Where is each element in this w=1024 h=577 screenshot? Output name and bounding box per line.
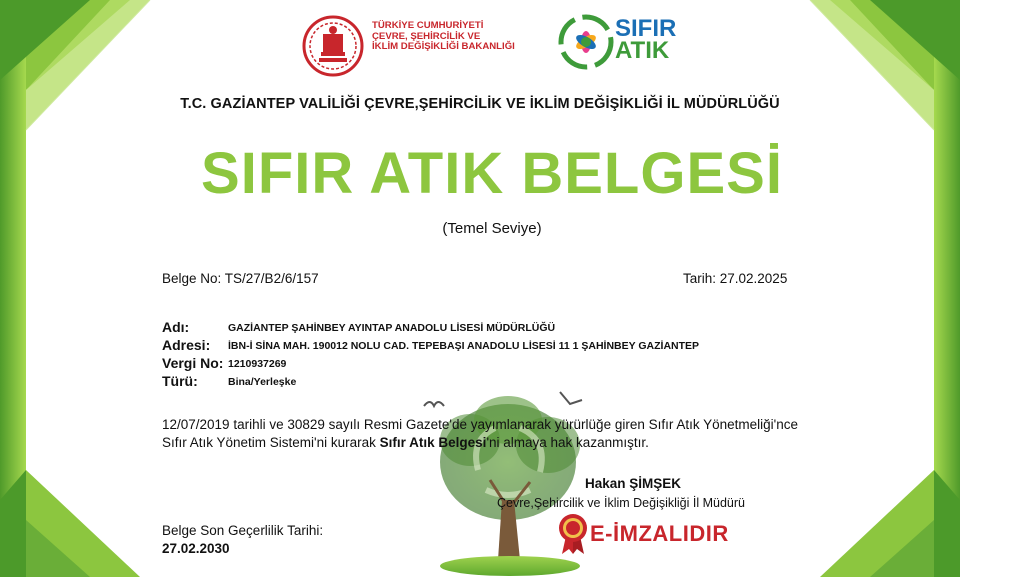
e-signed-label: E-İMZALIDIR	[590, 521, 729, 546]
field-label-name: Adı:	[162, 319, 190, 335]
ministry-name	[372, 21, 515, 53]
issue-date: Tarih: 27.02.2025	[683, 271, 788, 286]
validity-date: 27.02.2030	[162, 541, 230, 556]
statement-text-1: 12/07/2019 tarihli ve 30829 sayılı Resmi Gazete'de yayımlanarak yürürlüğe giren Sıfır Atık Yönetmeliği'nce Sıfır Atık Yönetim Sistemi'ni kurarak	[162, 417, 798, 450]
certificate-level: (Temel Seviye)	[442, 220, 542, 237]
signer-title: Çevre,Şehircilik ve İklim Değişikliği İl Müdürü	[497, 496, 745, 510]
sifir-atik-logo-icon	[558, 14, 614, 70]
field-value-name: GAZİANTEP ŞAHİNBEY AYINTAP ANADOLU LİSESİ MÜDÜRLÜĞÜ	[228, 322, 556, 334]
certificate-title: SIFIR ATIK BELGESİ	[201, 141, 783, 206]
ministry-line-1: TÜRKİYE CUMHURİYETİ	[372, 20, 484, 31]
document-number: Belge No: TS/27/B2/6/157	[162, 271, 319, 286]
ministry-emblem-icon	[301, 14, 365, 78]
ministry-line-2: ÇEVRE, ŞEHİRCİLİK VE	[372, 30, 481, 42]
sifir-logo-line-2: ATIK	[615, 37, 670, 64]
right-margin	[960, 0, 1024, 577]
field-label-address: Adresi:	[162, 337, 211, 353]
sifir-atik-logo-text	[615, 15, 677, 64]
statement-bold: Sıfır Atık Belgesi	[379, 435, 487, 450]
directorate-heading: T.C. GAZİANTEP VALİLİĞİ ÇEVRE,ŞEHİRCİLİK VE İKLİM DEĞİŞİKLİĞİ İL MÜDÜRLÜĞÜ	[180, 96, 780, 112]
award-statement	[162, 416, 802, 452]
field-value-tax-no: 1210937269	[228, 358, 287, 370]
sifir-logo-line-1: SIFIR	[615, 15, 677, 42]
field-label-type: Türü:	[162, 373, 198, 389]
rosette-seal-icon	[557, 512, 589, 556]
field-label-tax-no: Vergi No:	[162, 355, 224, 371]
ministry-line-3: İKLİM DEĞİŞİKLİĞİ BAKANLIĞI	[372, 41, 515, 53]
validity-label: Belge Son Geçerlilik Tarihi:	[162, 523, 324, 538]
signer-name: Hakan ŞİMŞEK	[585, 476, 682, 491]
field-value-address: İBN-İ SİNA MAH. 190012 NOLU CAD. TEPEBAŞI ANADOLU LİSESİ 11 1 ŞAHİNBEY GAZİANTEP	[228, 340, 700, 352]
field-value-type: Bina/Yerleşke	[228, 376, 297, 388]
statement-text-2: 'ni almaya hak kazanmıştır.	[486, 435, 649, 450]
